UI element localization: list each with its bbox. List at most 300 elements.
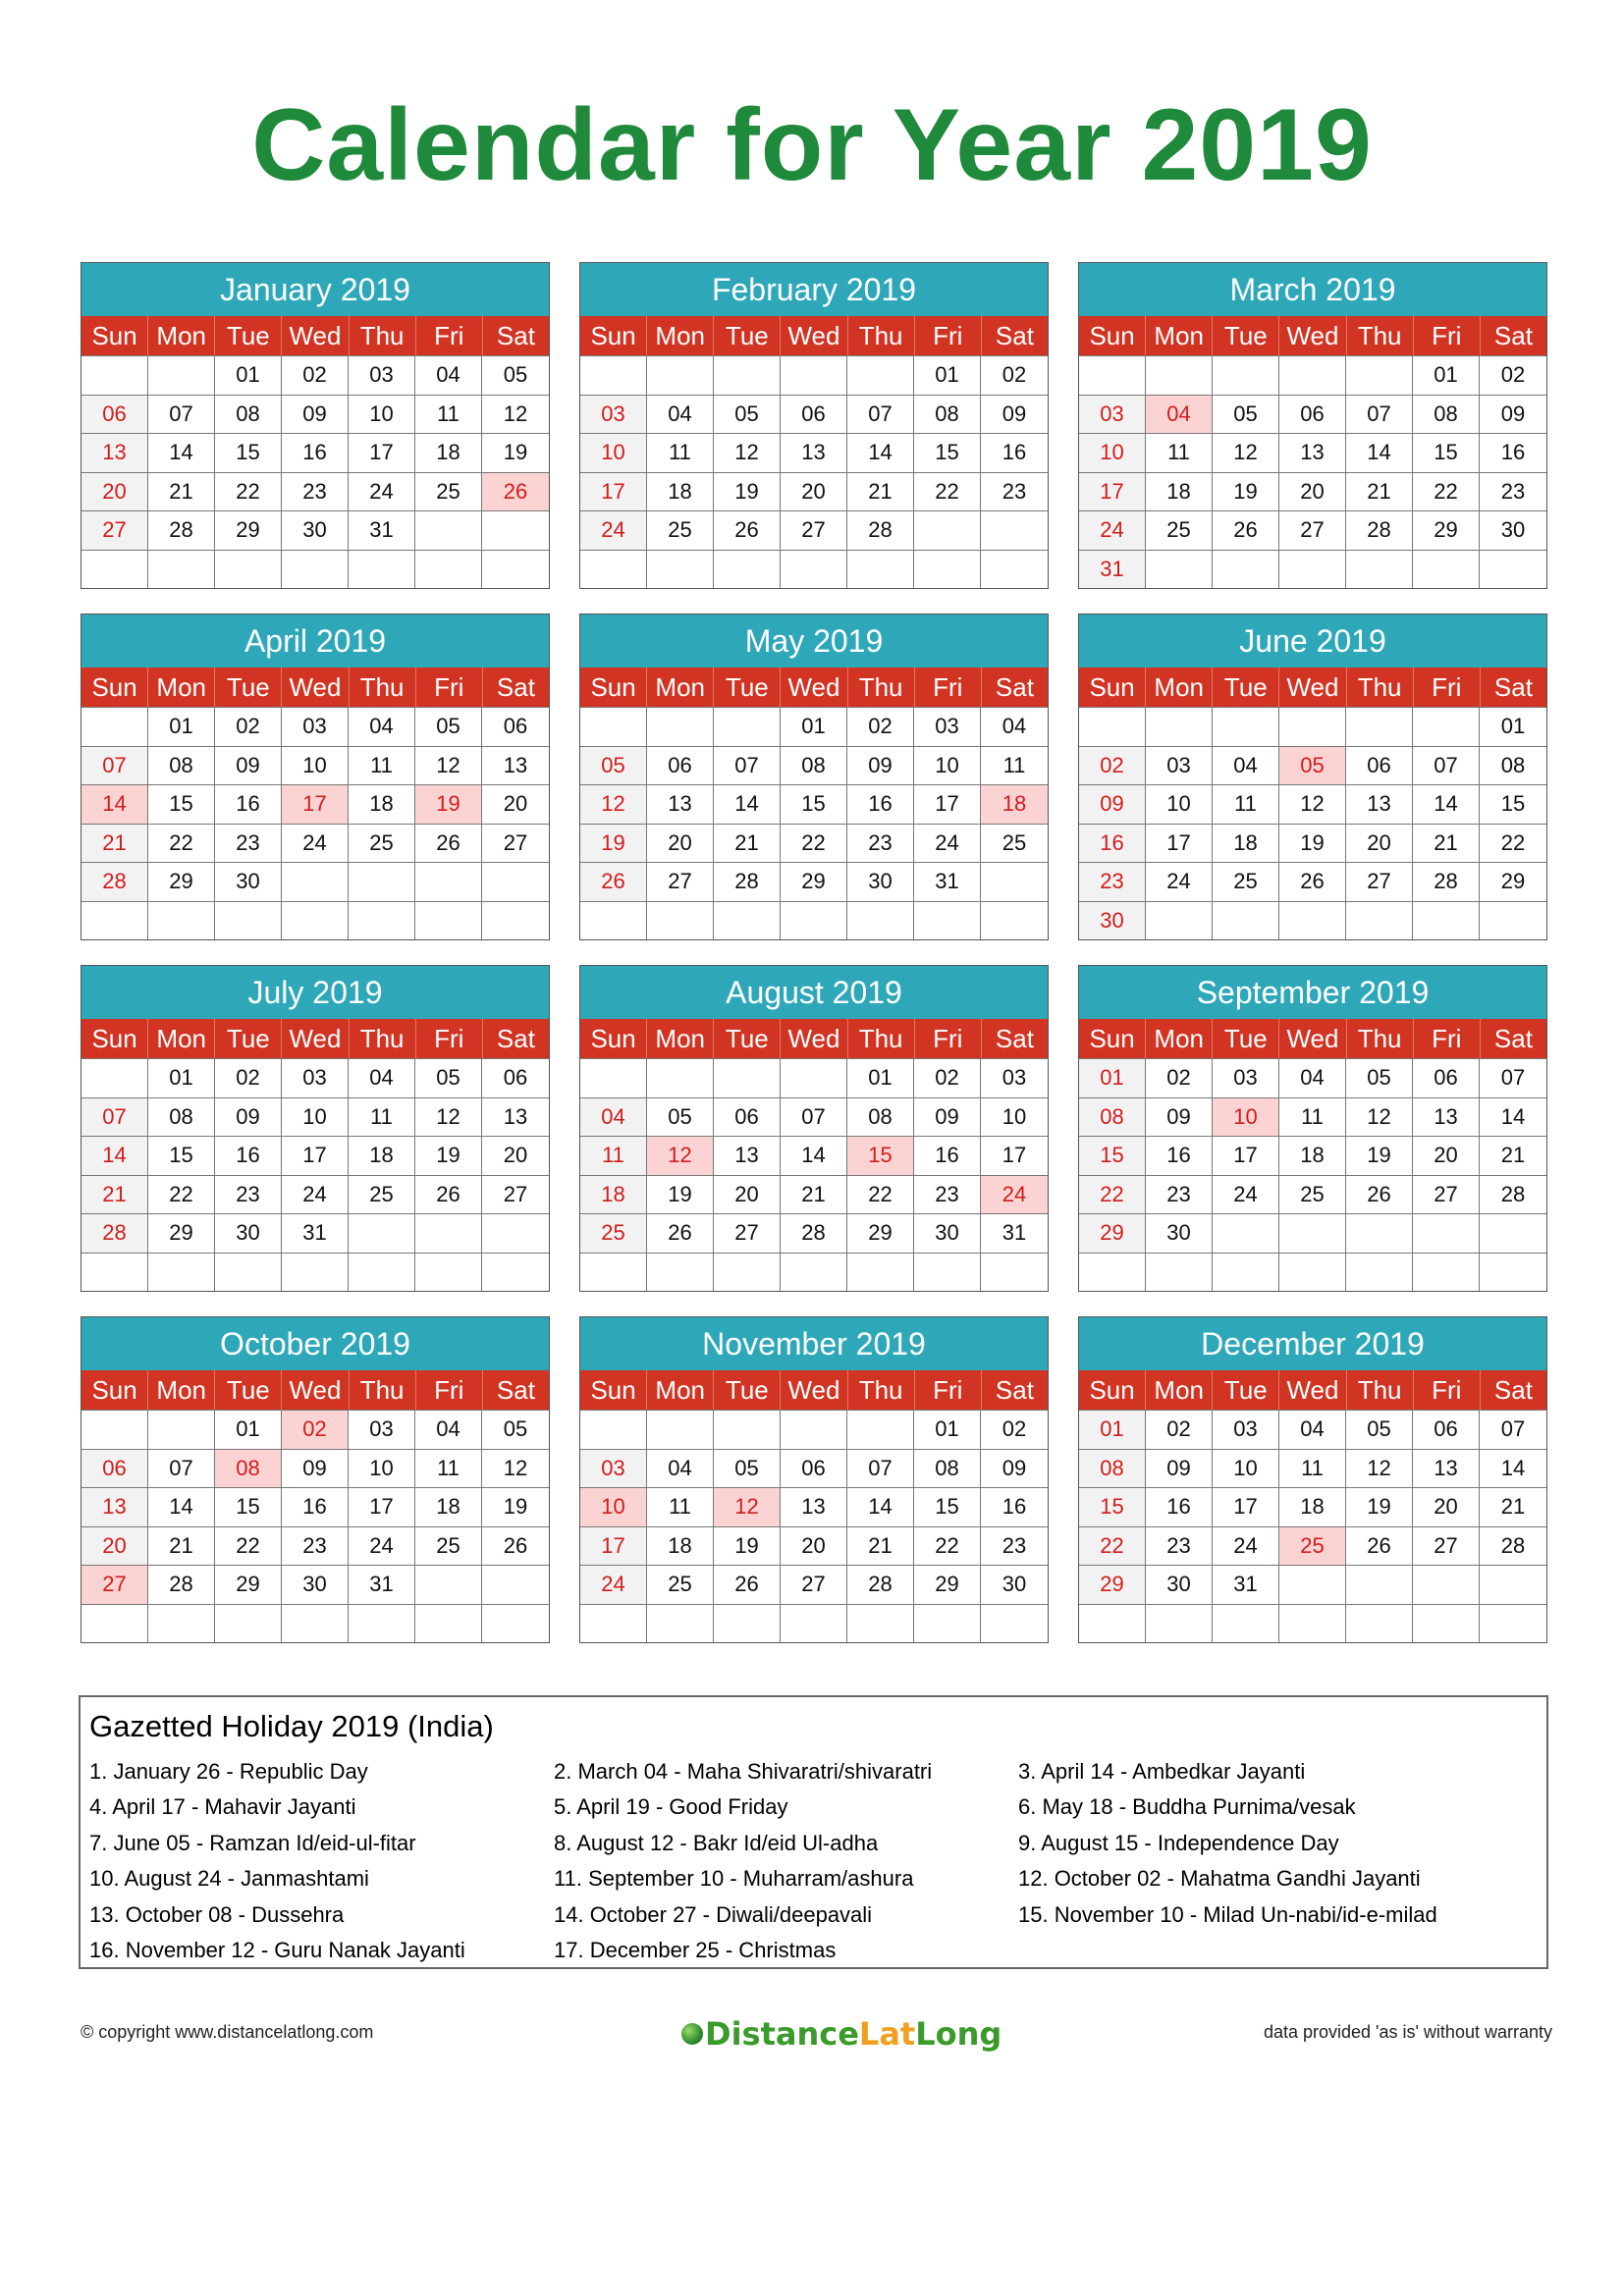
day-cell: 05: [482, 355, 549, 395]
day-cell: 11: [580, 1136, 647, 1175]
month-calendar: [579, 262, 1049, 589]
empty-day-cell: [1413, 550, 1480, 589]
day-cell: 17: [580, 1526, 647, 1566]
weekday-label: Fri: [1414, 1019, 1481, 1058]
weekday-label: Tue: [215, 1370, 282, 1410]
day-cell: 04: [580, 1097, 647, 1137]
day-cell: 23: [981, 1526, 1048, 1566]
holiday-item: 12. October 02 - Mahatma Gandhi Jayanti: [1018, 1866, 1421, 1892]
day-cell: 20: [781, 472, 847, 511]
day-cell: 12: [1346, 1097, 1413, 1137]
empty-day-cell: [781, 1058, 847, 1097]
empty-day-cell: [1480, 1213, 1546, 1253]
day-cell: 21: [1480, 1136, 1546, 1175]
day-grid: [580, 707, 1048, 939]
day-cell: 09: [914, 1097, 981, 1137]
weekday-label: Sun: [1079, 1370, 1146, 1410]
weekday-label: Wed: [1279, 667, 1346, 707]
day-cell: 31: [282, 1213, 349, 1253]
day-cell: 09: [847, 746, 914, 785]
day-cell: 26: [1279, 862, 1346, 901]
empty-day-cell: [1213, 550, 1279, 589]
day-cell: 20: [647, 824, 714, 863]
day-cell: 21: [1346, 472, 1413, 511]
day-cell: 04: [349, 707, 415, 746]
day-cell: 11: [349, 746, 415, 785]
day-cell: 04: [415, 355, 482, 395]
day-cell: 29: [847, 1213, 914, 1253]
copyright-text: © copyright www.distancelatlong.com: [81, 2022, 374, 2042]
day-cell: 20: [1413, 1487, 1480, 1526]
day-cell: 13: [1346, 784, 1413, 824]
day-cell: 01: [914, 1410, 981, 1449]
empty-day-cell: [1480, 550, 1546, 589]
day-cell: 03: [349, 1410, 415, 1449]
empty-day-cell: [415, 1604, 482, 1643]
day-cell: 14: [847, 433, 914, 472]
weekday-label: Tue: [215, 316, 282, 355]
empty-day-cell: [714, 707, 781, 746]
holiday-list: [89, 1754, 1503, 1968]
month-title: March 2019: [1079, 263, 1546, 316]
day-cell: 01: [215, 355, 282, 395]
month-calendar: [579, 965, 1049, 1292]
day-grid: [81, 355, 549, 588]
empty-day-cell: [647, 707, 714, 746]
month-title: February 2019: [580, 263, 1048, 316]
day-cell: 18: [415, 433, 482, 472]
empty-day-cell: [1146, 1253, 1213, 1292]
empty-day-cell: [349, 1253, 415, 1292]
holiday-list-heading: Gazetted Holiday 2019 (India): [89, 1709, 494, 1743]
weekday-label: Tue: [1213, 667, 1279, 707]
day-cell: 17: [282, 784, 349, 824]
day-cell: 02: [1146, 1410, 1213, 1449]
day-cell: 25: [981, 824, 1048, 863]
day-cell: 28: [1480, 1526, 1546, 1566]
weekday-label: Wed: [781, 1370, 847, 1410]
empty-day-cell: [1480, 1565, 1546, 1604]
empty-day-cell: [1480, 1604, 1546, 1643]
logo-text-lat: Lat: [858, 2015, 916, 2053]
day-cell: 02: [981, 355, 1048, 395]
day-cell: 13: [714, 1136, 781, 1175]
day-cell: 23: [1146, 1526, 1213, 1566]
empty-day-cell: [349, 550, 415, 589]
day-cell: 16: [215, 784, 282, 824]
day-cell: 29: [1079, 1213, 1146, 1253]
weekday-label: Sat: [496, 1375, 535, 1405]
day-cell: 27: [1413, 1526, 1480, 1566]
weekday-label: Sun: [81, 1370, 148, 1410]
weekday-label: Wed: [1279, 1019, 1346, 1058]
day-cell: 18: [1279, 1487, 1346, 1526]
day-cell: 27: [81, 510, 148, 550]
weekday-label: Fri: [416, 1370, 483, 1410]
day-cell: 08: [914, 1449, 981, 1488]
weekday-label: Sat: [1493, 321, 1533, 350]
day-cell: 16: [215, 1136, 282, 1175]
day-cell: 21: [81, 1175, 148, 1214]
weekday-label: Sat: [496, 1024, 535, 1053]
weekday-label: Fri: [915, 1019, 982, 1058]
day-cell: 15: [1079, 1136, 1146, 1175]
empty-day-cell: [81, 1253, 148, 1292]
holiday-item: 17. December 25 - Christmas: [554, 1938, 837, 1963]
day-cell: 13: [781, 433, 847, 472]
month-title: January 2019: [81, 263, 549, 316]
holiday-item: 15. November 10 - Milad Un-nabi/id-e-milad: [1018, 1901, 1437, 1927]
day-cell: 03: [1146, 746, 1213, 785]
day-cell: 19: [415, 784, 482, 824]
day-cell: 21: [847, 1526, 914, 1566]
day-cell: 12: [415, 1097, 482, 1137]
day-cell: 27: [1279, 510, 1346, 550]
day-cell: 21: [148, 1526, 215, 1566]
day-cell: 10: [1213, 1449, 1279, 1488]
empty-day-cell: [981, 1604, 1048, 1643]
day-cell: 01: [781, 707, 847, 746]
weekday-label: Wed: [282, 1370, 349, 1410]
month-title: October 2019: [81, 1317, 549, 1370]
empty-day-cell: [1413, 1604, 1480, 1643]
month-title: May 2019: [580, 614, 1048, 667]
empty-day-cell: [1346, 901, 1413, 940]
day-cell: 06: [482, 1058, 549, 1097]
day-cell: 18: [349, 1136, 415, 1175]
day-cell: 30: [1079, 901, 1146, 940]
day-cell: 03: [580, 1449, 647, 1488]
empty-day-cell: [914, 1604, 981, 1643]
day-cell: 02: [981, 1410, 1048, 1449]
weekday-label: Mon: [148, 1370, 215, 1410]
day-cell: 19: [1279, 824, 1346, 863]
day-cell: 03: [914, 707, 981, 746]
day-cell: 25: [647, 1565, 714, 1604]
day-grid: [1079, 707, 1546, 939]
month-title: December 2019: [1079, 1317, 1546, 1370]
day-cell: 15: [1480, 784, 1546, 824]
day-cell: 18: [1146, 472, 1213, 511]
day-cell: 18: [981, 784, 1048, 824]
day-cell: 13: [1413, 1449, 1480, 1488]
empty-day-cell: [1346, 1604, 1413, 1643]
day-grid: [81, 1410, 549, 1642]
day-cell: 26: [647, 1213, 714, 1253]
empty-day-cell: [415, 1565, 482, 1604]
empty-day-cell: [282, 550, 349, 589]
day-cell: 05: [1213, 395, 1279, 434]
day-cell: 12: [482, 1449, 549, 1488]
empty-day-cell: [148, 1604, 215, 1643]
empty-day-cell: [81, 707, 148, 746]
empty-day-cell: [482, 1253, 549, 1292]
weekday-label: Tue: [215, 1019, 282, 1058]
empty-day-cell: [781, 550, 847, 589]
day-cell: 29: [781, 862, 847, 901]
empty-day-cell: [647, 1410, 714, 1449]
day-cell: 23: [215, 1175, 282, 1214]
day-cell: 02: [1079, 746, 1146, 785]
day-cell: 09: [1146, 1449, 1213, 1488]
weekday-label: Tue: [714, 667, 781, 707]
day-cell: 11: [647, 1487, 714, 1526]
day-cell: 04: [1146, 395, 1213, 434]
empty-day-cell: [81, 355, 148, 395]
empty-day-cell: [1346, 707, 1413, 746]
day-cell: 03: [580, 395, 647, 434]
month-title: July 2019: [81, 966, 549, 1019]
day-cell: 29: [148, 862, 215, 901]
empty-day-cell: [714, 355, 781, 395]
day-cell: 03: [1079, 395, 1146, 434]
empty-day-cell: [847, 1253, 914, 1292]
day-cell: 24: [1146, 862, 1213, 901]
day-cell: 16: [282, 433, 349, 472]
day-cell: 28: [847, 1565, 914, 1604]
day-cell: 19: [1213, 472, 1279, 511]
empty-day-cell: [482, 1213, 549, 1253]
holiday-item: 9. August 15 - Independence Day: [1018, 1830, 1339, 1855]
empty-day-cell: [482, 510, 549, 550]
day-cell: 14: [1413, 784, 1480, 824]
day-cell: 02: [1146, 1058, 1213, 1097]
day-cell: 28: [1346, 510, 1413, 550]
weekday-header: [81, 1019, 549, 1058]
empty-day-cell: [580, 901, 647, 940]
weekday-label: Sat: [1493, 1024, 1533, 1053]
weekday-label: Sun: [81, 1019, 148, 1058]
weekday-label: Wed: [1279, 316, 1346, 355]
weekday-label: Fri: [416, 667, 483, 707]
holiday-item: 4. April 17 - Mahavir Jayanti: [89, 1794, 356, 1820]
empty-day-cell: [1413, 707, 1480, 746]
day-cell: 01: [1480, 707, 1546, 746]
empty-day-cell: [81, 901, 148, 940]
day-cell: 30: [215, 862, 282, 901]
day-cell: 09: [282, 1449, 349, 1488]
holiday-item: 14. October 27 - Diwali/deepavali: [554, 1901, 873, 1927]
empty-day-cell: [647, 355, 714, 395]
day-cell: 04: [647, 1449, 714, 1488]
empty-day-cell: [282, 1253, 349, 1292]
weekday-label: Wed: [1279, 1370, 1346, 1410]
day-cell: 24: [282, 824, 349, 863]
weekday-label: Thu: [1347, 1370, 1414, 1410]
weekday-label: Sat: [995, 672, 1034, 702]
day-cell: 27: [781, 510, 847, 550]
empty-day-cell: [1279, 707, 1346, 746]
day-cell: 14: [714, 784, 781, 824]
empty-day-cell: [1279, 1604, 1346, 1643]
day-cell: 13: [482, 1097, 549, 1137]
day-cell: 09: [215, 746, 282, 785]
day-grid: [580, 355, 1048, 588]
empty-day-cell: [81, 1058, 148, 1097]
empty-day-cell: [482, 1565, 549, 1604]
day-cell: 23: [981, 472, 1048, 511]
empty-day-cell: [415, 901, 482, 940]
weekday-label: Thu: [848, 1370, 915, 1410]
day-cell: 10: [349, 1449, 415, 1488]
day-cell: 17: [349, 1487, 415, 1526]
empty-day-cell: [482, 550, 549, 589]
empty-day-cell: [215, 901, 282, 940]
day-cell: 11: [1279, 1097, 1346, 1137]
weekday-label: Mon: [1146, 316, 1213, 355]
day-cell: 11: [981, 746, 1048, 785]
weekday-label: Sun: [580, 1019, 647, 1058]
empty-day-cell: [415, 862, 482, 901]
weekday-label: Sat: [995, 1024, 1034, 1053]
day-cell: 18: [1213, 824, 1279, 863]
day-cell: 27: [781, 1565, 847, 1604]
holiday-item: 11. September 10 - Muharram/ashura: [554, 1866, 914, 1892]
day-cell: 26: [1213, 510, 1279, 550]
day-cell: 14: [148, 433, 215, 472]
weekday-label: Thu: [848, 667, 915, 707]
empty-day-cell: [647, 1604, 714, 1643]
empty-day-cell: [148, 901, 215, 940]
weekday-label: Fri: [416, 1019, 483, 1058]
weekday-label: Sat: [1493, 1375, 1533, 1405]
empty-day-cell: [282, 862, 349, 901]
empty-day-cell: [781, 1604, 847, 1643]
weekday-label: Sun: [1079, 1019, 1146, 1058]
month-calendar: [1078, 1316, 1547, 1643]
weekday-label: Sat: [995, 321, 1034, 350]
weekday-header: [81, 1370, 549, 1410]
day-cell: 03: [1213, 1058, 1279, 1097]
day-cell: 09: [981, 395, 1048, 434]
empty-day-cell: [781, 355, 847, 395]
day-cell: 12: [714, 1487, 781, 1526]
weekday-label: Sat: [496, 672, 535, 702]
day-cell: 17: [1146, 824, 1213, 863]
day-cell: 20: [1413, 1136, 1480, 1175]
day-cell: 06: [781, 395, 847, 434]
weekday-header: [1079, 316, 1546, 355]
day-cell: 17: [1213, 1136, 1279, 1175]
day-cell: 28: [81, 862, 148, 901]
day-cell: 05: [1346, 1058, 1413, 1097]
day-cell: 05: [482, 1410, 549, 1449]
month-calendar: [81, 262, 550, 589]
day-cell: 04: [1279, 1410, 1346, 1449]
day-cell: 16: [914, 1136, 981, 1175]
day-cell: 24: [580, 1565, 647, 1604]
weekday-label: Sun: [580, 1370, 647, 1410]
day-cell: 30: [215, 1213, 282, 1253]
page-title: Calendar for Year 2019: [251, 88, 1373, 202]
day-cell: 04: [647, 395, 714, 434]
weekday-label: Wed: [781, 316, 847, 355]
empty-day-cell: [1346, 355, 1413, 395]
empty-day-cell: [714, 1410, 781, 1449]
day-cell: 04: [981, 707, 1048, 746]
holiday-item: 3. April 14 - Ambedkar Jayanti: [1018, 1759, 1306, 1784]
day-grid: [81, 707, 549, 939]
day-cell: 11: [415, 395, 482, 434]
day-cell: 28: [1480, 1175, 1546, 1214]
weekday-header: [1079, 1370, 1546, 1410]
day-cell: 12: [1346, 1449, 1413, 1488]
day-cell: 22: [148, 1175, 215, 1214]
day-cell: 15: [914, 1487, 981, 1526]
day-cell: 31: [349, 510, 415, 550]
day-cell: 05: [1279, 746, 1346, 785]
day-cell: 12: [482, 395, 549, 434]
empty-day-cell: [81, 1410, 148, 1449]
empty-day-cell: [847, 550, 914, 589]
day-grid: [81, 1058, 549, 1291]
day-cell: 13: [81, 433, 148, 472]
day-cell: 23: [282, 1526, 349, 1566]
month-calendar: [579, 1316, 1049, 1643]
weekday-label: Thu: [350, 1019, 416, 1058]
day-cell: 10: [349, 395, 415, 434]
day-cell: 06: [482, 707, 549, 746]
day-cell: 02: [914, 1058, 981, 1097]
day-cell: 24: [1213, 1175, 1279, 1214]
weekday-label: Wed: [282, 1019, 349, 1058]
empty-day-cell: [1346, 550, 1413, 589]
weekday-header: [81, 316, 549, 355]
empty-day-cell: [1279, 901, 1346, 940]
day-cell: 22: [914, 1526, 981, 1566]
empty-day-cell: [1279, 1213, 1346, 1253]
day-cell: 26: [415, 1175, 482, 1214]
weekday-label: Sun: [1079, 667, 1146, 707]
weekday-label: Tue: [1213, 316, 1279, 355]
distancelatlong-logo: [681, 2010, 1001, 2057]
day-cell: 08: [1480, 746, 1546, 785]
empty-day-cell: [215, 550, 282, 589]
disclaimer-text: data provided 'as is' without warranty: [1263, 2022, 1552, 2042]
empty-day-cell: [580, 1058, 647, 1097]
day-cell: 30: [282, 1565, 349, 1604]
day-cell: 28: [847, 510, 914, 550]
day-cell: 20: [781, 1526, 847, 1566]
weekday-label: Thu: [350, 316, 416, 355]
day-cell: 15: [148, 1136, 215, 1175]
day-cell: 08: [215, 395, 282, 434]
day-grid: [580, 1058, 1048, 1291]
day-cell: 14: [1480, 1097, 1546, 1137]
holiday-item: 10. August 24 - Janmashtami: [89, 1866, 369, 1892]
day-cell: 12: [1279, 784, 1346, 824]
day-cell: 04: [415, 1410, 482, 1449]
day-cell: 19: [580, 824, 647, 863]
empty-day-cell: [914, 901, 981, 940]
day-cell: 07: [847, 395, 914, 434]
day-cell: 09: [981, 1449, 1048, 1488]
day-cell: 28: [148, 1565, 215, 1604]
day-cell: 16: [1146, 1136, 1213, 1175]
day-cell: 07: [1413, 746, 1480, 785]
day-cell: 26: [415, 824, 482, 863]
weekday-label: Sun: [580, 667, 647, 707]
day-cell: 23: [1079, 862, 1146, 901]
weekday-label: Fri: [1414, 316, 1481, 355]
empty-day-cell: [1213, 1253, 1279, 1292]
day-cell: 28: [148, 510, 215, 550]
day-cell: 29: [1480, 862, 1546, 901]
day-cell: 03: [282, 1058, 349, 1097]
day-cell: 15: [914, 433, 981, 472]
day-cell: 12: [580, 784, 647, 824]
day-cell: 25: [647, 510, 714, 550]
